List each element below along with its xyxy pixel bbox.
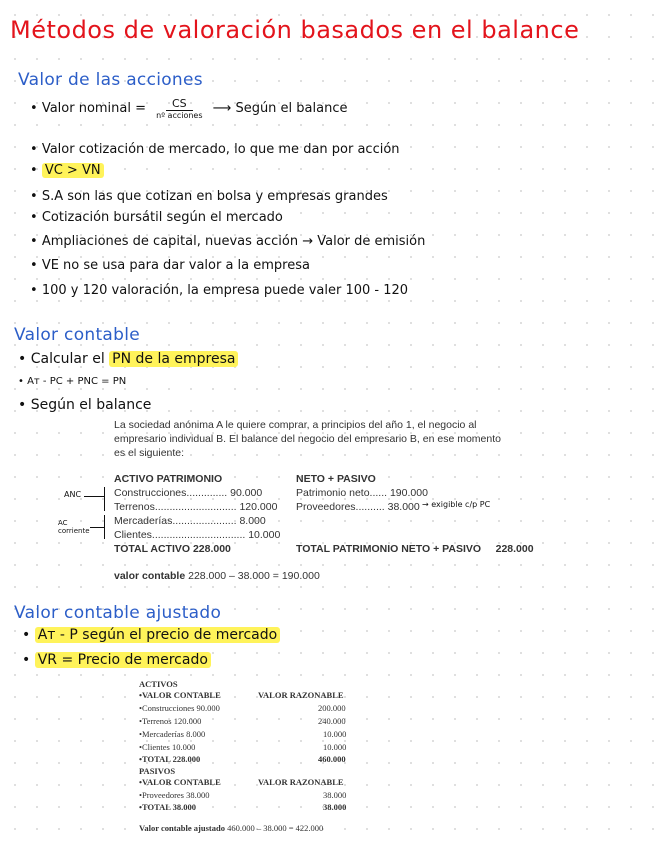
activo-header: ACTIVO PATRIMONIO xyxy=(114,473,223,485)
bullet-text: Cotización bursátil según el mercado xyxy=(41,210,283,225)
col-valor-contable: •VALOR CONTABLE xyxy=(139,777,221,787)
bullet-vc-vn: • VC > VN xyxy=(30,163,104,178)
anc-note: ANC xyxy=(64,490,82,499)
activo-vr: 240.000 xyxy=(318,716,346,726)
formula-text: Aт - PC + PNC = PN xyxy=(27,376,127,387)
section-heading-valor-contable: Valor contable xyxy=(14,325,141,345)
anc-bracket-line xyxy=(84,496,104,497)
bullet-cotizacion: • Valor cotización de mercado, lo que me dan por acción xyxy=(30,142,400,157)
activo-vr: 10.000 xyxy=(323,742,347,752)
pasivo-total-vc: •TOTAL 38.000 xyxy=(139,802,196,812)
activo-row: Mercaderías...................... 8.000 xyxy=(114,515,266,527)
bullet-text: S.A son las que cotizan en bolsa y empresas grandes xyxy=(41,189,388,204)
bullet-text: Según el balance xyxy=(30,397,152,413)
vc-value: 228.000 – 38.000 = 190.000 xyxy=(185,570,320,582)
activo-total-vr: 460.000 xyxy=(318,754,346,764)
activo-total-vc: •TOTAL 228.000 xyxy=(139,754,201,764)
exigible-note: → exigible c/p PC xyxy=(422,500,491,509)
col-valor-contable: •VALOR CONTABLE xyxy=(139,690,221,700)
pasivo-vc: •Proveedores 38.000 xyxy=(139,790,210,800)
neto-row: Proveedores.......... 38.000 xyxy=(296,501,420,513)
vca-value: 460.000 – 38.000 = 422.000 xyxy=(224,823,324,833)
neto-row: Patrimonio neto...... 190.000 xyxy=(296,487,428,499)
col-valor-razonable: VALOR RAZONABLE xyxy=(258,777,344,787)
bullet-text: 100 y 120 valoración, la empresa puede valer 100 - 120 xyxy=(41,283,409,298)
valor-contable-ajustado-result xyxy=(139,823,323,833)
highlight-pn: PN de la empresa xyxy=(109,351,238,367)
activos-label: ACTIVOS xyxy=(139,679,178,689)
pasivo-vr: 38.000 xyxy=(323,790,347,800)
bullet-ve: • VE no se usa para dar valor a la empresa xyxy=(30,258,310,273)
valor-contable-result xyxy=(114,570,320,582)
activo-vc: •Construcciones 90.000 xyxy=(139,703,220,713)
anc-bracket xyxy=(104,487,105,511)
fraction xyxy=(156,97,202,120)
activo-vr: 10.000 xyxy=(323,729,347,739)
vc-label: valor contable xyxy=(114,570,186,582)
section-heading-valor-contable-ajustado: Valor contable ajustado xyxy=(14,603,222,623)
pasivos-label: PASIVOS xyxy=(139,766,176,776)
bullet-valoracion-rango: • 100 y 120 valoración, la empresa puede valer 100 - 120 xyxy=(30,283,409,298)
activo-vc: •Mercaderías 8.000 xyxy=(139,729,206,739)
arrow-icon: ⟶ xyxy=(212,101,232,116)
fraction-numerator: CS xyxy=(166,97,193,111)
neto-total: TOTAL PATRIMONIO NETO + PASIVO 228.000 xyxy=(296,543,534,555)
bullet-formula-pn: • Aт - PC + PNC = PN xyxy=(18,376,127,387)
fraction-denominator: nº acciones xyxy=(156,111,203,120)
problem-paragraph: La sociedad anónima A le quiere comprar, a principios del año 1, el negocio al empresario individual B. El balance del negocio del empresario B, en ese momento es el siguiente: xyxy=(114,419,501,459)
segun-balance-text: Según el balance xyxy=(235,101,348,116)
page-title: Métodos de valoración basados en el balance xyxy=(10,16,580,44)
activo-vc: •Terrenos 120.000 xyxy=(139,716,202,726)
ac-bracket xyxy=(104,515,105,539)
highlight-vc-vn: VC > VN xyxy=(42,163,104,178)
bullet-text: VE no se usa para dar valor a la empresa xyxy=(41,258,310,273)
valor-nominal-label: Valor nominal = xyxy=(41,101,147,116)
highlight-at-p: Aт - P según el precio de mercado xyxy=(35,627,280,643)
bullet-at-p: • Aт - P según el precio de mercado xyxy=(22,627,280,643)
bullet-vr: • VR = Precio de mercado xyxy=(22,652,211,668)
pasivo-total-vr: 38.000 xyxy=(323,802,347,812)
activo-row: Clientes................................ 10.000 xyxy=(114,529,281,541)
activo-vc: •Clientes 10.000 xyxy=(139,742,196,752)
activo-vr: 200.000 xyxy=(318,703,346,713)
bullet-text: Ampliaciones de capital, nuevas acción → Valor de emisión xyxy=(41,234,426,249)
col-valor-razonable: VALOR RAZONABLE xyxy=(258,690,344,700)
bullet-text: Calcular el xyxy=(30,351,110,367)
exigible-note-text: exigible c/p PC xyxy=(431,500,491,509)
highlight-vr: VR = Precio de mercado xyxy=(35,652,211,668)
ac-bracket-line xyxy=(90,527,104,528)
bullet-ampliaciones: • Ampliaciones de capital, nuevas acción → Valor de emisión xyxy=(30,234,426,249)
activo-row: Construcciones.............. 90.000 xyxy=(114,487,263,499)
neto-header: NETO + PASIVO xyxy=(296,473,376,485)
bullet-sa: • S.A son las que cotizan en bolsa y empresas grandes xyxy=(30,189,388,204)
section-heading-valor-acciones: Valor de las acciones xyxy=(18,70,203,90)
activo-row: Terrenos............................ 120.000 xyxy=(114,501,278,513)
activo-total: TOTAL ACTIVO 228.000 xyxy=(114,543,231,555)
bullet-text: Valor cotización de mercado, lo que me dan por acción xyxy=(41,142,400,157)
bullet-segun-balance: • Según el balance xyxy=(18,397,152,413)
vca-label: Valor contable ajustado xyxy=(139,823,225,833)
bullet-valor-nominal: • Valor nominal = $\frac{CS}{\text{nº acciones}}$ ⟶ Según el balance xyxy=(30,97,348,120)
bullet-cotizacion-bursatil: • Cotización bursátil según el mercado xyxy=(30,210,283,225)
bullet-calcular-pn: • Calcular el PN de la empresa xyxy=(18,351,238,367)
ac-note: AC corriente xyxy=(58,519,90,535)
